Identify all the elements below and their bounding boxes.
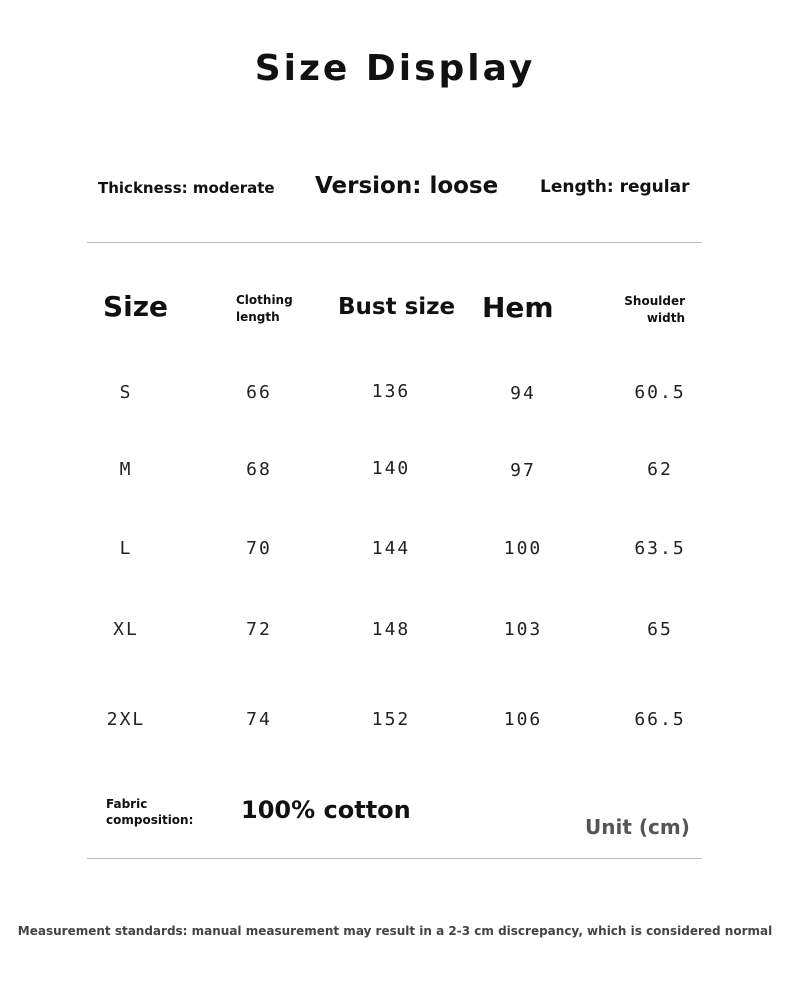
measurement-footnote: Measurement standards: manual measurement may result in a 2-3 cm discrepancy, which is considered normal bbox=[17, 924, 773, 938]
cell-bust: 140 bbox=[371, 458, 411, 479]
cell-length: 74 bbox=[246, 709, 272, 730]
header-size: Size bbox=[103, 290, 169, 323]
cell-size: M bbox=[119, 459, 133, 480]
page-title: Size Display bbox=[254, 48, 536, 89]
header-shoulder-width-line1: Shoulder bbox=[624, 294, 685, 308]
cell-bust: 136 bbox=[371, 381, 411, 402]
cell-shoulder: 65 bbox=[647, 619, 673, 640]
cell-length: 70 bbox=[246, 538, 272, 559]
fabric-label-line1: Fabric bbox=[106, 797, 148, 811]
unit-label: Unit (cm) bbox=[585, 815, 690, 839]
cell-hem: 106 bbox=[503, 709, 543, 730]
cell-shoulder: 66.5 bbox=[634, 709, 686, 730]
bottom-divider bbox=[87, 858, 702, 859]
cell-bust: 148 bbox=[371, 619, 411, 640]
fabric-label-line2: composition: bbox=[106, 813, 194, 827]
fabric-composition-value: 100% cotton bbox=[241, 796, 411, 824]
cell-shoulder: 63.5 bbox=[634, 538, 686, 559]
cell-size: L bbox=[119, 538, 133, 559]
thickness-spec: Thickness: moderate bbox=[98, 179, 275, 197]
header-clothing-length bbox=[236, 292, 293, 326]
cell-bust: 144 bbox=[371, 538, 411, 559]
cell-size: 2XL bbox=[106, 709, 146, 730]
header-clothing-length-line2: length bbox=[236, 310, 280, 324]
cell-size: XL bbox=[113, 619, 139, 640]
cell-hem: 100 bbox=[503, 538, 543, 559]
header-shoulder-width-line2: width bbox=[646, 311, 685, 325]
cell-hem: 97 bbox=[510, 460, 536, 481]
cell-length: 66 bbox=[246, 382, 272, 403]
fabric-composition-label bbox=[106, 796, 193, 828]
header-bust-size: Bust size bbox=[338, 294, 456, 320]
cell-hem: 94 bbox=[510, 383, 536, 404]
cell-length: 68 bbox=[246, 459, 272, 480]
version-spec: Version: loose bbox=[315, 173, 499, 199]
header-hem: Hem bbox=[482, 291, 554, 324]
cell-length: 72 bbox=[246, 619, 272, 640]
cell-bust: 152 bbox=[371, 709, 411, 730]
cell-hem: 103 bbox=[503, 619, 543, 640]
top-divider bbox=[87, 242, 702, 243]
header-shoulder-width bbox=[600, 293, 685, 327]
header-clothing-length-line1: Clothing bbox=[236, 293, 293, 307]
length-spec: Length: regular bbox=[540, 177, 690, 197]
cell-size: S bbox=[119, 382, 133, 403]
cell-shoulder: 62 bbox=[647, 459, 673, 480]
cell-shoulder: 60.5 bbox=[634, 382, 686, 403]
